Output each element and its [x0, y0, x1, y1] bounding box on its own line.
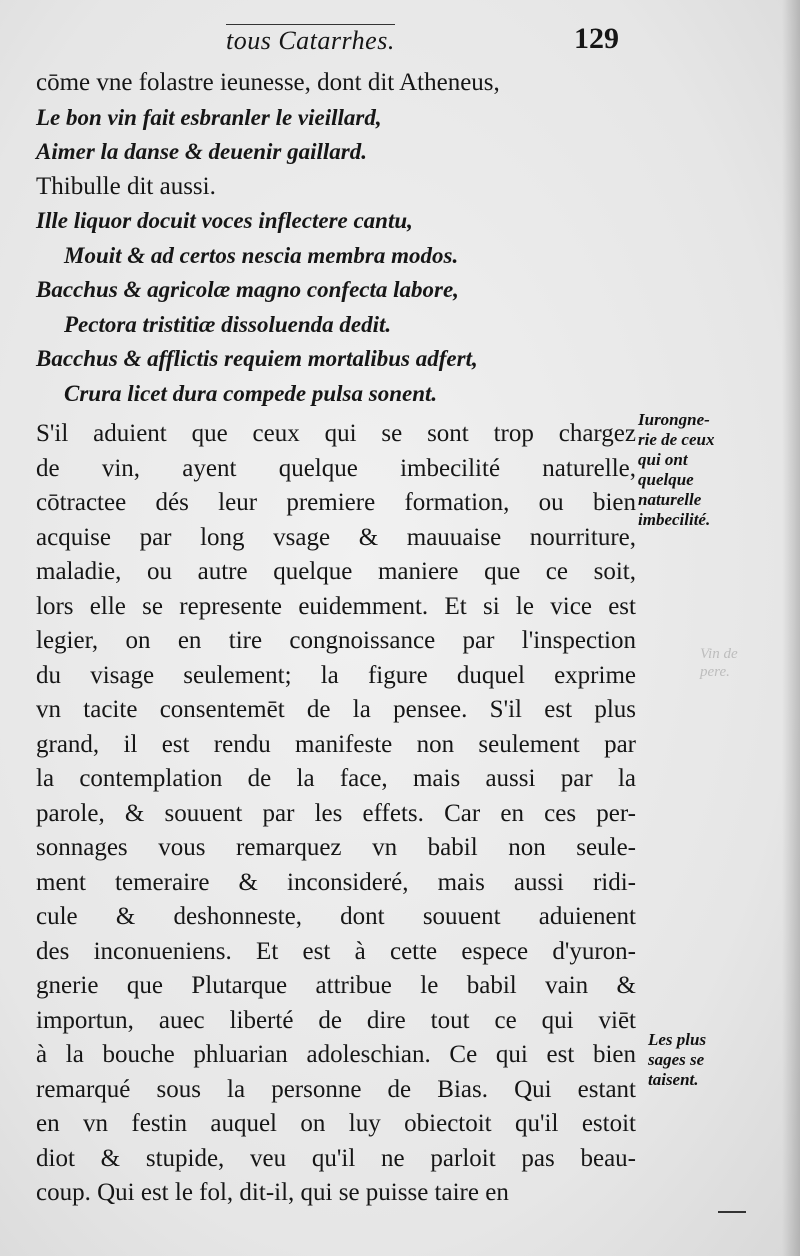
text-line: importun, auec liberté de dire tout ce qui viēt — [36, 1006, 636, 1034]
bleed-through-line: Vin de — [700, 646, 738, 662]
margin-note-line: quelque — [638, 470, 694, 489]
margin-note-drunkenness — [638, 410, 758, 530]
text-line: maladie, ou autre quelque maniere que ce soit, — [36, 558, 636, 585]
text-line: acquise par long vsage & mauuaise nourriture, — [36, 523, 636, 551]
text-line: cōtractee dés leur premiere formation, ou bien — [36, 489, 636, 516]
text-line: gnerie que Plutarque attribue le babil vain & — [36, 972, 636, 999]
text-line: parole, & souuent par les effets. Car en ces per- — [36, 799, 636, 827]
verse-line: Bacchus & afflictis requiem mortalibus adfert, — [36, 346, 478, 371]
text-line: Thibulle dit aussi. — [36, 172, 216, 200]
verse-line: Aimer la danse & deuenir gaillard. — [36, 139, 367, 164]
margin-note-line: sages se — [648, 1050, 705, 1069]
text-line: à la bouche phluarian adoleschian. Ce qui est bien — [36, 1041, 636, 1068]
text-line: grand, il est rendu manifeste non seulement par — [36, 730, 636, 758]
margin-note-line: taisent. — [648, 1070, 699, 1089]
text-line: S'il aduient que ceux qui se sont trop chargez — [36, 420, 636, 447]
text-line: des inconueniens. Et est à cette espece d'yuron- — [36, 937, 636, 965]
text-line: du visage seulement; la figure duquel exprime — [36, 661, 636, 689]
text-line: cule & deshonneste, dont souuent aduienent — [36, 903, 636, 930]
main-text — [36, 66, 636, 1211]
text-line: sonnages vous remarquez vn babil non seule- — [36, 834, 636, 861]
text-line: cōme vne folastre ieunesse, dont dit Atheneus, — [36, 69, 500, 96]
text-line: la contemplation de la face, mais aussi par la — [36, 765, 636, 792]
bleed-through-line: pere. — [700, 664, 730, 680]
text-line: remarqué sous la personne de Bias. Qui estant — [36, 1075, 636, 1103]
page-header — [0, 20, 800, 60]
page-mark — [718, 1211, 746, 1213]
margin-note-line: Iurongne- — [638, 410, 710, 429]
margin-note-line: naturelle — [638, 490, 702, 509]
text-line: de vin, ayent quelque imbecilité naturelle, — [36, 454, 636, 482]
bleed-through-text — [700, 645, 738, 681]
text-line: coup. Qui est le fol, dit-il, qui se puisse taire en — [36, 1179, 509, 1206]
margin-note-wise-silent — [648, 1030, 748, 1090]
margin-note-line: rie de ceux — [638, 430, 715, 449]
verse-line: Le bon vin fait esbranler le vieillard, — [36, 104, 382, 130]
text-line: lors elle se represente euidemment. Et si le vice est — [36, 592, 636, 620]
verse-line: Crura licet dura compede pulsa sonent. — [64, 380, 438, 406]
running-head: tous Catarrhes. — [226, 26, 395, 55]
page-number: 129 — [574, 22, 619, 55]
verse-line: Mouit & ad certos nescia membra modos. — [64, 242, 459, 268]
margin-note-line: qui ont — [638, 450, 688, 469]
margin-note-line: imbecilité. — [638, 510, 711, 529]
verse-line: Ille liquor docuit voces inflectere cantu, — [36, 208, 413, 233]
verse-line: Pectora tristitiæ dissoluenda dedit. — [64, 311, 392, 337]
text-line: vn tacite consentemēt de la pensee. S'il est plus — [36, 696, 636, 723]
verse-line: Bacchus & agricolæ magno confecta labore, — [36, 277, 459, 302]
page-edge-shadow — [782, 0, 800, 1256]
text-line: legier, on en tire congnoissance par l'inspection — [36, 627, 636, 654]
text-line: ment temeraire & inconsideré, mais aussi ridi- — [36, 868, 636, 896]
text-line: en vn festin auquel on luy obiectoit qu'il estoit — [36, 1110, 636, 1137]
text-line: diot & stupide, veu qu'il ne parloit pas beau- — [36, 1144, 636, 1172]
margin-note-line: Les plus — [648, 1030, 707, 1049]
